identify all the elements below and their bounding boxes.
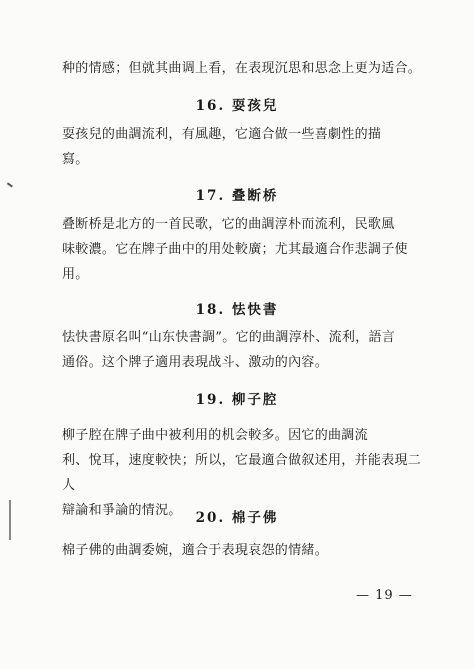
section-heading-20: 20. 棉子佛 xyxy=(195,510,279,526)
section-body-20: 棉子佛的曲調委婉，適合于表現哀怨的情緒。 xyxy=(62,543,329,558)
intro-paragraph: 种的情感；但就其曲调上看，在表现沉思和思念上更为适合。 xyxy=(62,61,422,76)
page-number: — 19 — xyxy=(356,588,413,603)
section-body-18: 怯快書原名叫“山东快書調”。它的曲調淳朴、流利，語言 通俗。这个牌子適用表現战斗、激动的內容。 xyxy=(62,330,396,370)
section-heading-17: 17. 叠断桥 xyxy=(195,188,279,204)
section-body-17: 叠断桥是北方的一首民歌，它的曲調淳朴而流利，民歌風 味較濃。它在牌子曲中的用处較廣；尤其最適合作悲調子使 用。 xyxy=(62,217,408,282)
section-heading-18: 18. 怯快書 xyxy=(195,302,279,318)
section-body-16: 耍孩兒的曲調流利，有風趣，它適合做一些喜劇性的描 寫。 xyxy=(62,127,382,167)
section-body-19: 柳子腔在牌子曲中被利用的机会較多。因它的曲調流 利、悅耳，速度較快；所以，它最適合做叙述用，并能表現二人 辯論和爭論的情況。 xyxy=(62,428,422,518)
scan-mark-left-edge xyxy=(9,500,11,540)
section-heading-19: 19. 柳子腔 xyxy=(195,392,279,408)
section-heading-16: 16. 耍孩兒 xyxy=(195,98,279,114)
